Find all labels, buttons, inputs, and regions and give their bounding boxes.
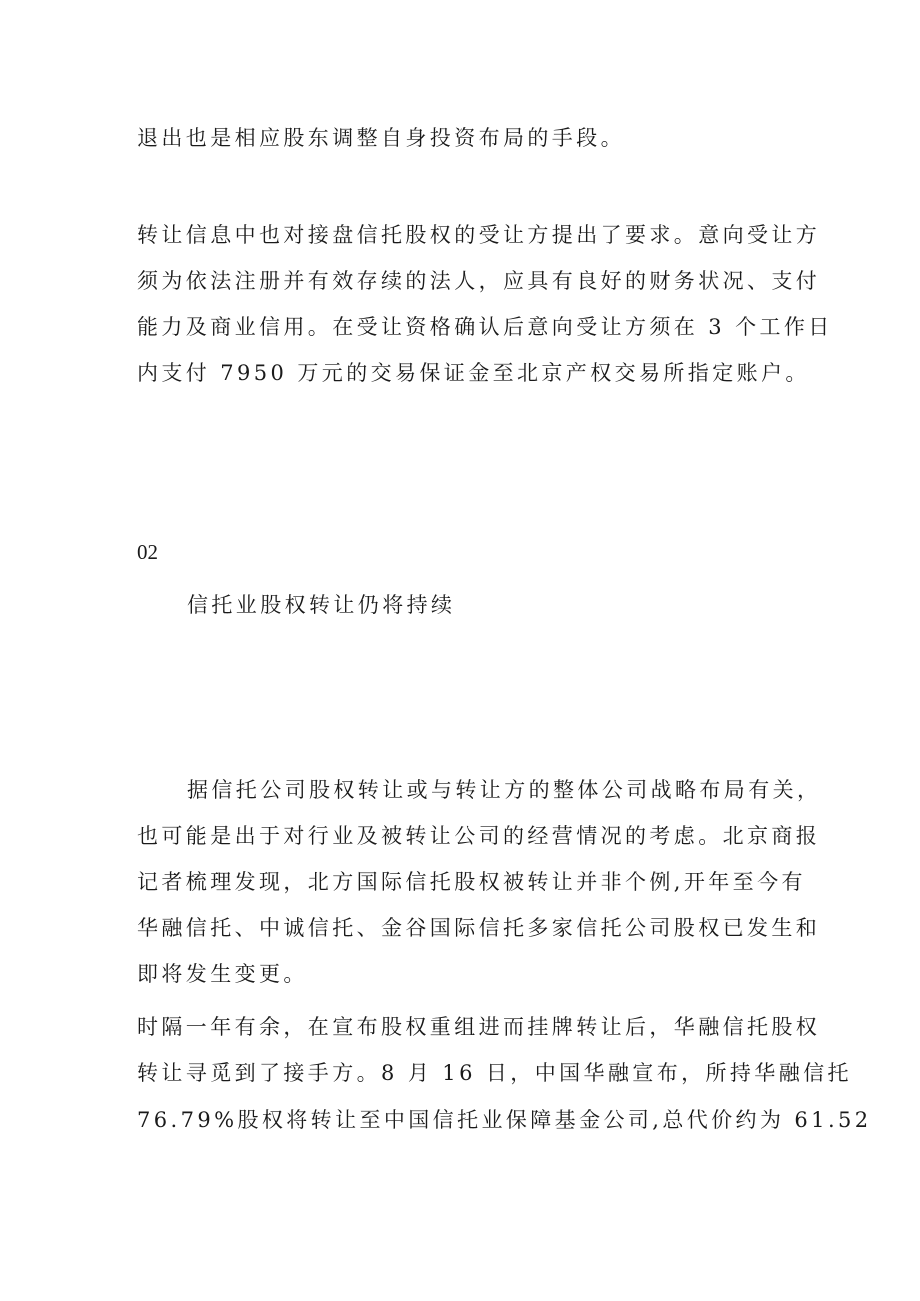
paragraph-line: 即将发生变更。: [137, 962, 308, 986]
paragraph-line: 转让信息中也对接盘信托股权的受让方提出了要求。意向受让方: [137, 223, 821, 247]
paragraph-line: 记者梳理发现，北方国际信托股权被转让并非个例,开年至今有: [137, 870, 806, 894]
section-number: 02: [137, 540, 158, 564]
paragraph-line: 能力及商业信用。在受让资格确认后意向受让方须在 3 个工作日: [137, 315, 833, 339]
paragraph-line: 时隔一年有余，在宣布股权重组进而挂牌转让后，华融信托股权: [137, 1015, 821, 1039]
paragraph-line: 76.79%股权将转让至中国信托业保障基金公司,总代价约为 61.52: [137, 1108, 872, 1132]
paragraph-line: 内支付 7950 万元的交易保证金至北京产权交易所指定账户。: [137, 361, 810, 385]
section-heading: 信托业股权转让仍将持续: [187, 593, 456, 617]
paragraph-line: 须为依法注册并有效存续的法人，应具有良好的财务状况、支付: [137, 269, 821, 293]
paragraph-line: 退出也是相应股东调整自身投资布局的手段。: [137, 126, 625, 150]
paragraph-line: 转让寻觅到了接手方。8 月 16 日，中国华融宣布，所持华融信托: [137, 1061, 852, 1085]
paragraph-line: 华融信托、中诚信托、金谷国际信托多家信托公司股权已发生和: [137, 916, 821, 940]
paragraph-line: 据信托公司股权转让或与转让方的整体公司战略布局有关，: [187, 778, 822, 802]
paragraph-line: 也可能是出于对行业及被转让公司的经营情况的考虑。北京商报: [137, 824, 821, 848]
